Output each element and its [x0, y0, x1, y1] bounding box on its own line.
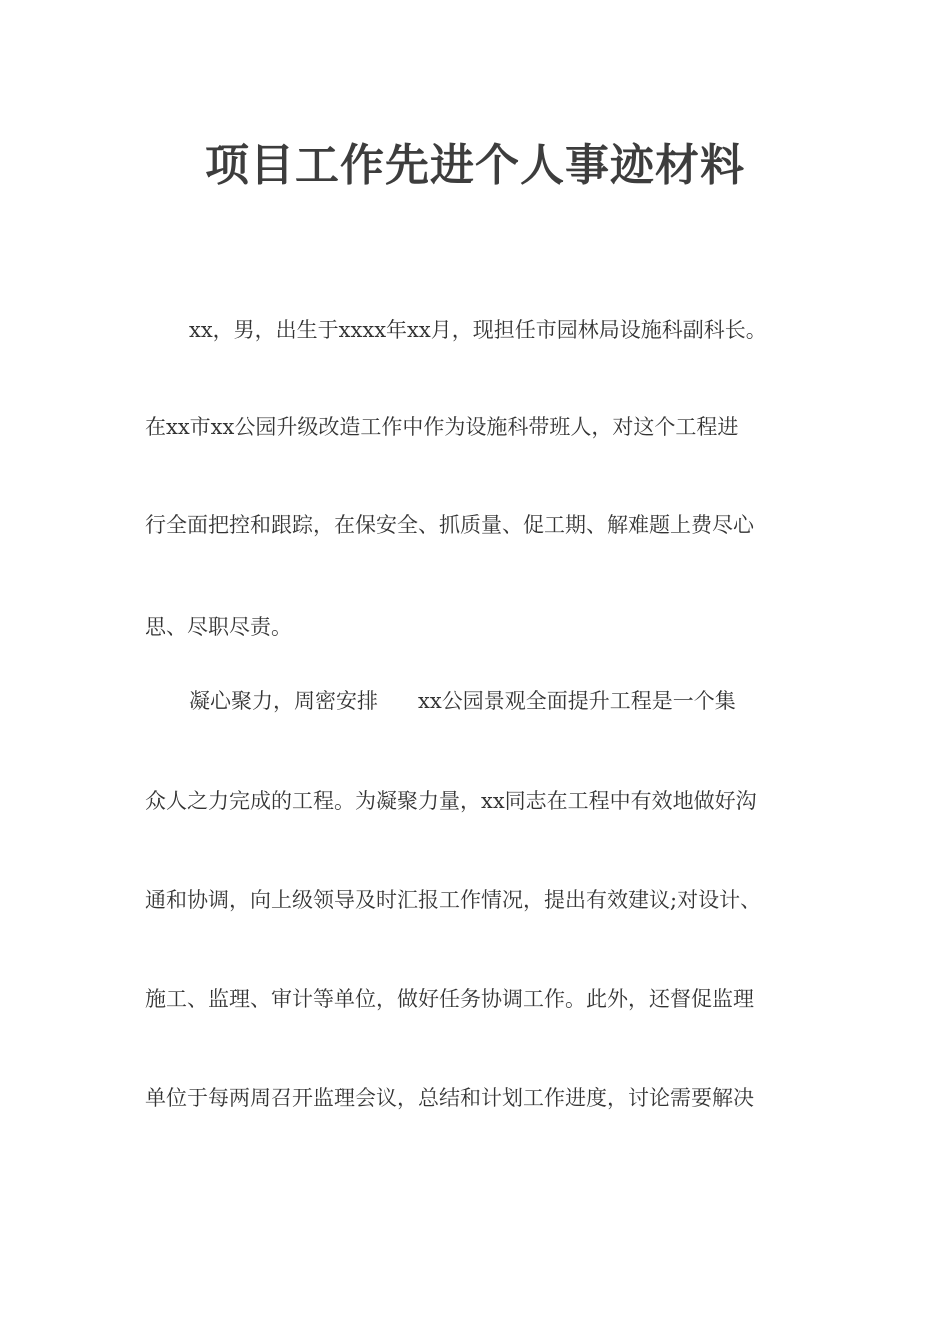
body-line: 行全面把控和跟踪，在保安全、抓质量、促工期、解难题上费尽心	[145, 513, 754, 537]
body-line: 施工、监理、审计等单位，做好任务协调工作。此外，还督促监理	[145, 987, 754, 1011]
document-title: 项目工作先进个人事迹材料	[205, 140, 745, 191]
body-line: xx，男，出生于xxxx年xx月，现担任市园林局设施科副科长。	[189, 318, 767, 342]
body-line: 思、尽职尽责。	[145, 615, 292, 639]
body-line: 凝心聚力，周密安排 xx公园景观全面提升工程是一个集	[189, 689, 736, 713]
body-line: 众人之力完成的工程。为凝聚力量，xx同志在工程中有效地做好沟	[145, 789, 757, 813]
body-line: 在xx市xx公园升级改造工作中作为设施科带班人，对这个工程进	[145, 415, 739, 439]
body-line: 单位于每两周召开监理会议，总结和计划工作进度，讨论需要解决	[145, 1086, 754, 1110]
body-line: 通和协调，向上级领导及时汇报工作情况，提出有效建议;对设计、	[145, 888, 762, 912]
